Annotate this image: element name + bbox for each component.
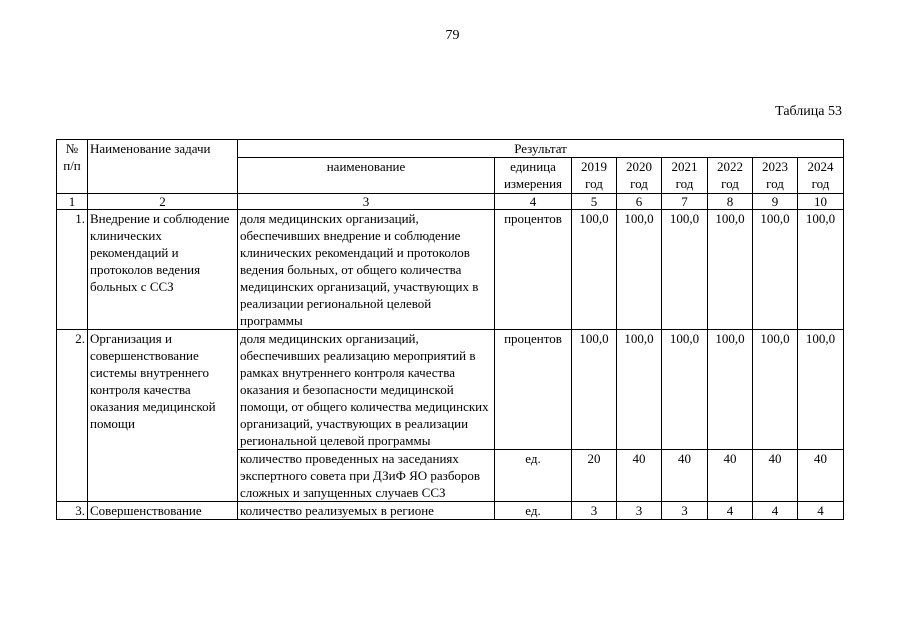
indicator-name: доля медицинских организаций, обеспечивших реализацию мероприятий в рамках внутреннего контроля качества оказания и безопасности медицинской помощи, от общего количества медицинских организаций, участвующих в реализации региональной целевой программы bbox=[238, 330, 495, 450]
row-task: Организация и совершенствование системы внутреннего контроля качества оказания медицинской помощи bbox=[88, 330, 238, 502]
col-number: 5 bbox=[572, 194, 617, 210]
indicator-value: 100,0 bbox=[662, 330, 708, 450]
indicator-value: 40 bbox=[798, 450, 844, 502]
table-caption: Таблица 53 bbox=[775, 104, 842, 119]
header-task: Наименование задачи bbox=[88, 140, 238, 194]
row-num: 1. bbox=[57, 210, 88, 330]
col-number: 3 bbox=[238, 194, 495, 210]
col-number: 9 bbox=[753, 194, 798, 210]
header-year-2020: 2020 год bbox=[617, 158, 662, 194]
indicator-name: количество проведенных на заседаниях экспертного совета при ДЗиФ ЯО разборов сложных и запущенных случаев ССЗ bbox=[238, 450, 495, 502]
col-number: 2 bbox=[88, 194, 238, 210]
header-row-1 bbox=[57, 140, 844, 158]
header-year-2023: 2023 год bbox=[753, 158, 798, 194]
results-table bbox=[56, 139, 844, 520]
col-number: 1 bbox=[57, 194, 88, 210]
indicator-name: количество реализуемых в регионе bbox=[238, 502, 495, 520]
col-number: 4 bbox=[495, 194, 572, 210]
header-name: наименование bbox=[238, 158, 495, 194]
row-num: 2. bbox=[57, 330, 88, 502]
indicator-unit: процентов bbox=[495, 330, 572, 450]
indicator-value: 40 bbox=[753, 450, 798, 502]
indicator-unit: процентов bbox=[495, 210, 572, 330]
indicator-value: 100,0 bbox=[572, 210, 617, 330]
row-num: 3. bbox=[57, 502, 88, 520]
indicator-value: 100,0 bbox=[662, 210, 708, 330]
header-year-2024: 2024 год bbox=[798, 158, 844, 194]
table-row bbox=[57, 210, 844, 330]
header-result: Результат bbox=[238, 140, 844, 158]
indicator-value: 3 bbox=[572, 502, 617, 520]
indicator-value: 100,0 bbox=[617, 330, 662, 450]
header-year-2021: 2021 год bbox=[662, 158, 708, 194]
indicator-value: 100,0 bbox=[572, 330, 617, 450]
col-number: 6 bbox=[617, 194, 662, 210]
header-year-2022: 2022 год bbox=[708, 158, 753, 194]
header-year-2019: 2019 год bbox=[572, 158, 617, 194]
indicator-value: 40 bbox=[708, 450, 753, 502]
column-numbers-row bbox=[57, 194, 844, 210]
indicator-name: доля медицинских организаций, обеспечивших внедрение и соблюдение клинических рекомендаций и протоколов ведения больных, от общего количества медицинских организаций, участвующих в реализации региональной целевой программы bbox=[238, 210, 495, 330]
indicator-value: 4 bbox=[753, 502, 798, 520]
indicator-value: 40 bbox=[662, 450, 708, 502]
indicator-value: 20 bbox=[572, 450, 617, 502]
row-task: Внедрение и соблюдение клинических рекомендаций и протоколов ведения больных с ССЗ bbox=[88, 210, 238, 330]
col-number: 10 bbox=[798, 194, 844, 210]
indicator-value: 100,0 bbox=[798, 210, 844, 330]
col-number: 8 bbox=[708, 194, 753, 210]
table-row bbox=[57, 502, 844, 520]
indicator-value: 3 bbox=[617, 502, 662, 520]
indicator-unit: ед. bbox=[495, 450, 572, 502]
header-num: № п/п bbox=[57, 140, 88, 194]
row-task: Совершенствование bbox=[88, 502, 238, 520]
indicator-value: 40 bbox=[617, 450, 662, 502]
indicator-value: 100,0 bbox=[753, 330, 798, 450]
header-unit: единица измерения bbox=[495, 158, 572, 194]
indicator-value: 100,0 bbox=[617, 210, 662, 330]
col-number: 7 bbox=[662, 194, 708, 210]
table-row bbox=[57, 330, 844, 450]
indicator-unit: ед. bbox=[495, 502, 572, 520]
indicator-value: 3 bbox=[662, 502, 708, 520]
indicator-value: 100,0 bbox=[708, 330, 753, 450]
indicator-value: 100,0 bbox=[798, 330, 844, 450]
page-number: 79 bbox=[445, 28, 460, 43]
indicator-value: 100,0 bbox=[708, 210, 753, 330]
indicator-value: 4 bbox=[708, 502, 753, 520]
indicator-value: 4 bbox=[798, 502, 844, 520]
indicator-value: 100,0 bbox=[753, 210, 798, 330]
